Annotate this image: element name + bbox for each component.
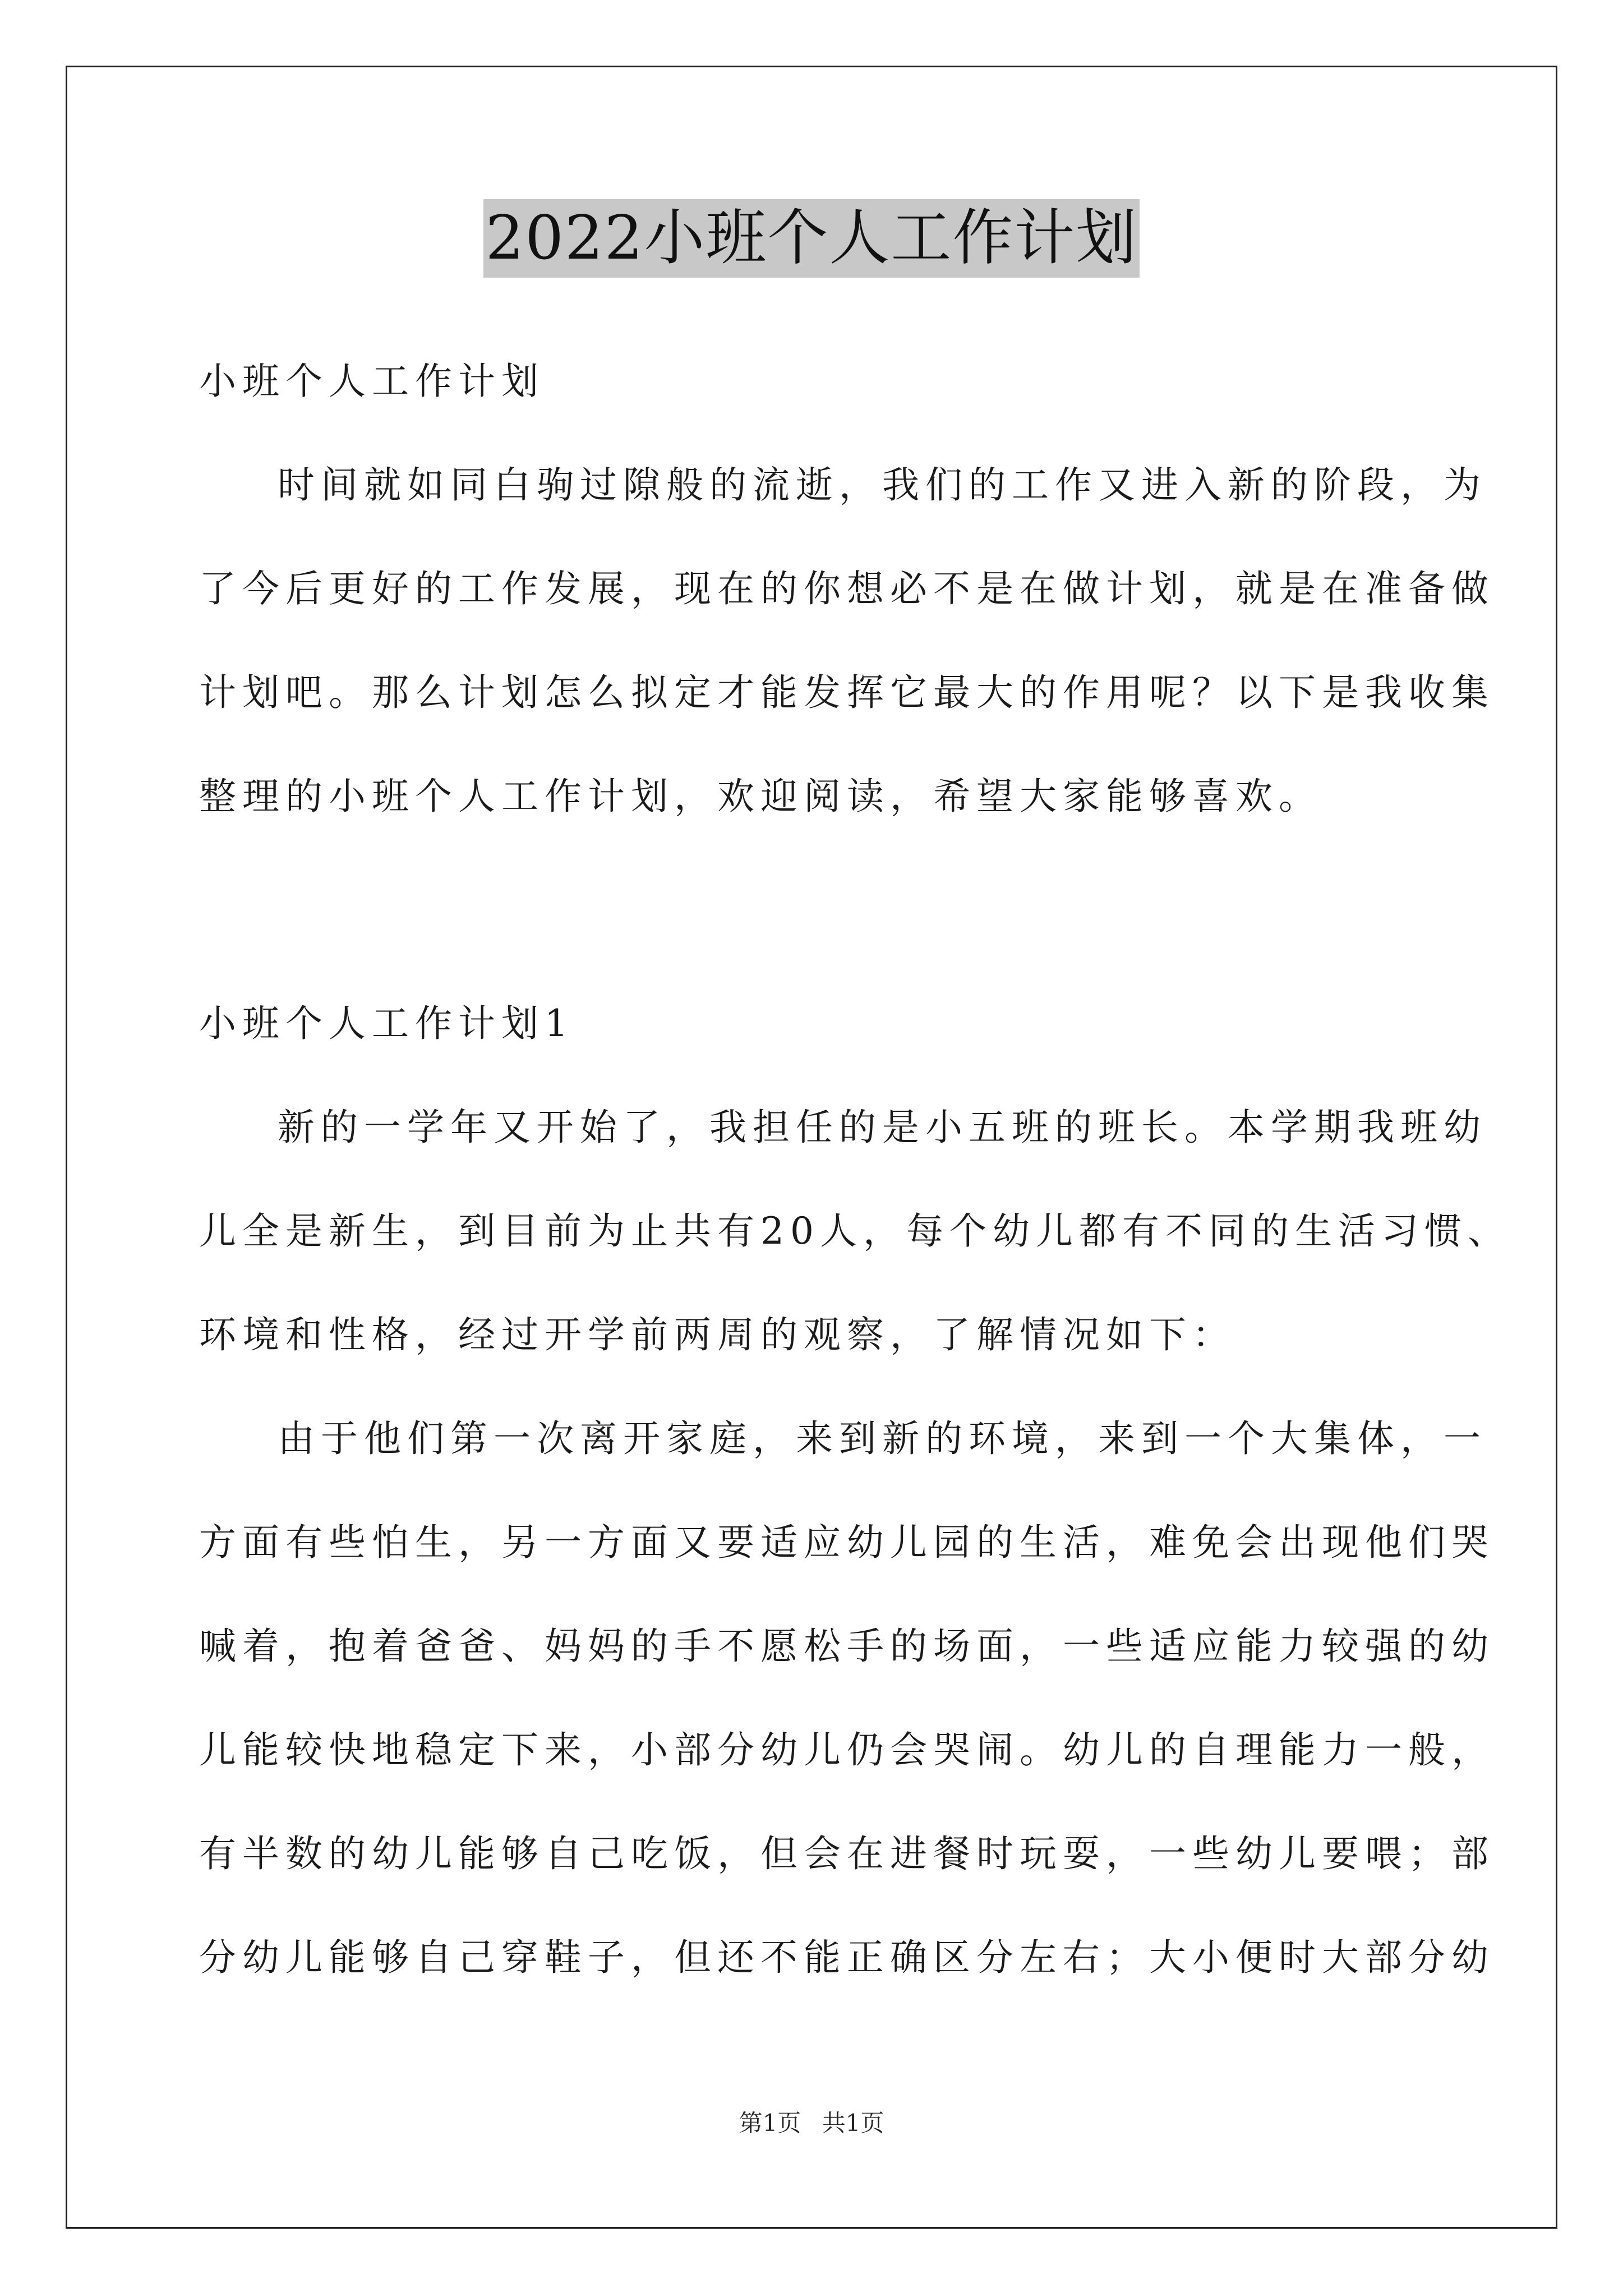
section-heading: 小班个人工作计划1 (199, 1002, 574, 1045)
intro-line: 计划吧。那么计划怎么拟定才能发挥它最大的作用呢？以下是我收集 (199, 671, 1495, 714)
intro-line: 时间就如同白驹过隙般的流逝，我们的工作又进入新的阶段，为 (278, 463, 1487, 507)
intro-line: 整理的小班个人工作计划，欢迎阅读，希望大家能够喜欢。 (199, 775, 1322, 818)
paragraph-line: 新的一学年又开始了，我担任的是小五班的班长。本学期我班幼 (278, 1106, 1487, 1149)
paragraph-line: 有半数的幼儿能够自己吃饭，但会在进餐时玩耍，一些幼儿要喂；部 (199, 1832, 1495, 1875)
paragraph-line: 由于他们第一次离开家庭，来到新的环境，来到一个大集体，一 (278, 1417, 1487, 1460)
document-title: 2022小班个人工作计划 (483, 199, 1140, 278)
paragraph-line: 儿能较快地稳定下来，小部分幼儿仍会哭闹。幼儿的自理能力一般， (199, 1728, 1495, 1772)
page-footer (0, 2109, 1623, 2137)
page-number: 第1页 (739, 2109, 801, 2137)
intro-line: 了今后更好的工作发展，现在的你想必不是在做计划，就是在准备做 (199, 567, 1495, 610)
paragraph-line: 方面有些怕生，另一方面又要适应幼儿园的生活，难免会出现他们哭 (199, 1521, 1495, 1564)
title-wrap (0, 199, 1623, 278)
paragraph-line: 儿全是新生，到目前为止共有20人，每个幼儿都有不同的生活习惯、 (199, 1209, 1511, 1253)
page-total: 共1页 (822, 2109, 884, 2137)
paragraph-line: 分幼儿能够自己穿鞋子，但还不能正确区分左右；大小便时大部分幼 (199, 1936, 1495, 1979)
paragraph-line: 喊着，抱着爸爸、妈妈的手不愿松手的场面，一些适应能力较强的幼 (199, 1625, 1495, 1668)
paragraph-line: 环境和性格，经过开学前两周的观察，了解情况如下： (199, 1313, 1235, 1356)
subtitle: 小班个人工作计划 (199, 360, 545, 403)
